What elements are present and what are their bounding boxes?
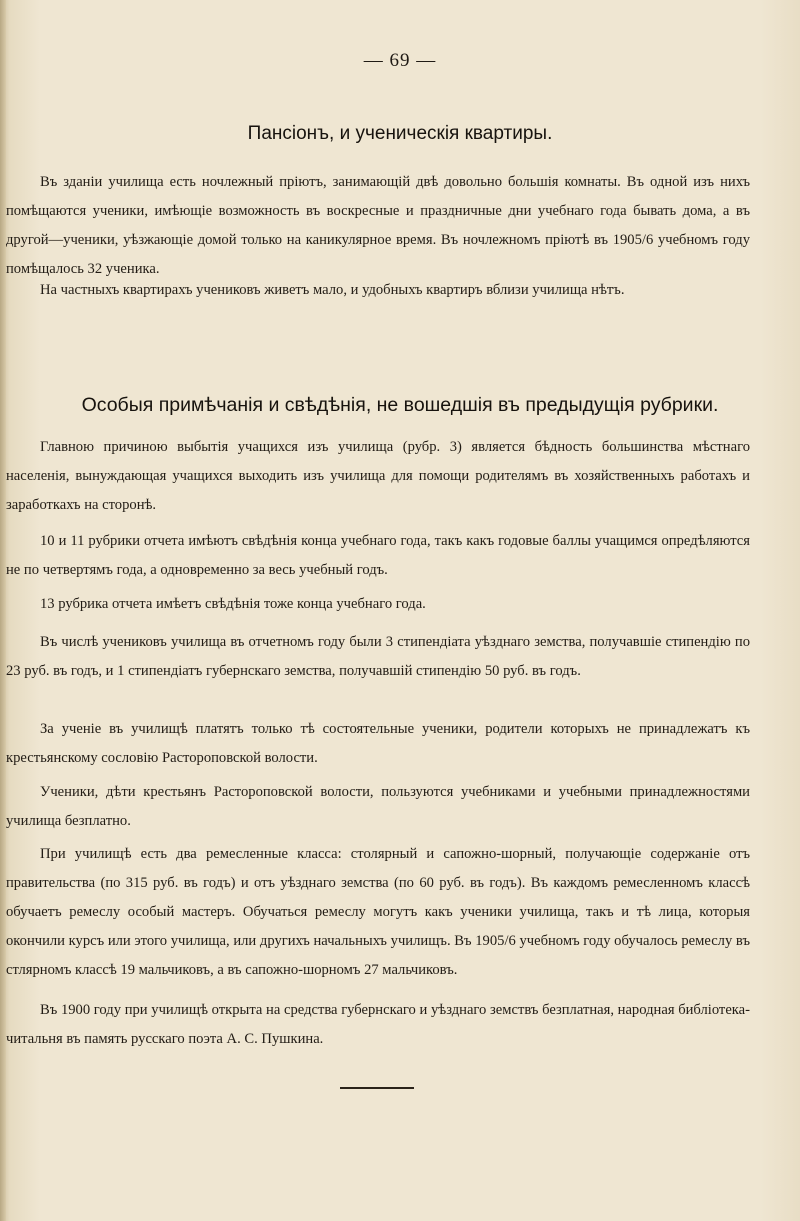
closing-rule [340,1087,414,1089]
paragraph-rubric-13: 13 рубрика отчета имѣетъ свѣдѣнія тоже конца учебнаго года. [40,596,426,612]
paragraph-stipends: Въ числѣ учениковъ училища въ отчетномъ году были 3 стипендіата уѣзднаго земства, получавшіе стипендію по 23 руб. въ годъ, и 1 стипендіатъ губернскаго земства, получавшій стипендію 50 руб. въ годъ. [6,634,750,679]
paragraph-private-lodging: На частныхъ квартирахъ учениковъ живетъ мало, и удобныхъ квартиръ вблизи училища нѣтъ. [40,282,625,298]
page-number: — 69 — [363,50,437,71]
paragraph-library: Въ 1900 году при училищѣ открыта на средства губернскаго и уѣзднаго земствъ безплатная, народная библіотека-читальня въ память русскаго поэта А. С. Пушкина. [6,1002,750,1047]
paragraph-tuition: За ученіе въ училищѣ платятъ только тѣ состоятельные ученики, родители которыхъ не принадлежатъ къ крестьянскому сословію Растороповской волости. [6,721,750,766]
section-title-boarding: Пансіонъ, и ученическія квартиры. [247,123,553,144]
section-title-special-notes: Особыя примѣчанія и свѣдѣнія, не вошедшія въ предыдущія рубрики. [81,394,719,416]
paragraph-craft-classes: При училищѣ есть два ремесленные класса: столярный и сапожно-шорный, получающіе содержаніе отъ правительства (по 315 руб. въ годъ) и отъ уѣзднаго земства (по 60 руб. въ годъ). Въ каждомъ ремесленномъ классѣ обучаетъ ремеслу особый мастеръ. Обучаться ремеслу могутъ какъ ученики училища, такъ и тѣ лица, которыя окончили курсъ или этого училища, или другихъ начальныхъ училищъ. Въ 1905/6 учебномъ году обучалось ремеслу въ стлярномъ классѣ 19 мальчиковъ, а въ сапожно-шорномъ 27 мальчиковъ. [6,846,750,978]
paragraph-dropout-cause: Главною причиною выбытія учащихся изъ училища (рубр. 3) является бѣдность большинства мѣстнаго населенія, вынуждающая учащихся выходить изъ училища для помощи родителямъ въ хозяйственныхъ работахъ и заработкахъ на сторонѣ. [6,439,750,513]
paragraph-dormitory: Въ зданіи училища есть ночлежный пріютъ, занимающій двѣ довольно большія комнаты. Въ одной изъ нихъ помѣщаются ученики, имѣющіе возможность въ воскресные и праздничные дни учебнаго года бывать дома, а въ другой—ученики, уѣзжающіе домой только на каникулярное время. Въ ночлежномъ пріютѣ въ 1905/6 учебномъ году помѣщалось 32 ученика. [6,174,750,277]
paragraph-rubrics-10-11: 10 и 11 рубрики отчета имѣютъ свѣдѣнія конца учебнаго года, такъ какъ годовые баллы учащимся опредѣляются не по четвертямъ года, а одновременно за весь учебный годъ. [6,533,750,578]
paragraph-free-textbooks: Ученики, дѣти крестьянъ Растороповской волости, пользуются учебниками и учебными принадлежностями училища безплатно. [6,784,750,829]
